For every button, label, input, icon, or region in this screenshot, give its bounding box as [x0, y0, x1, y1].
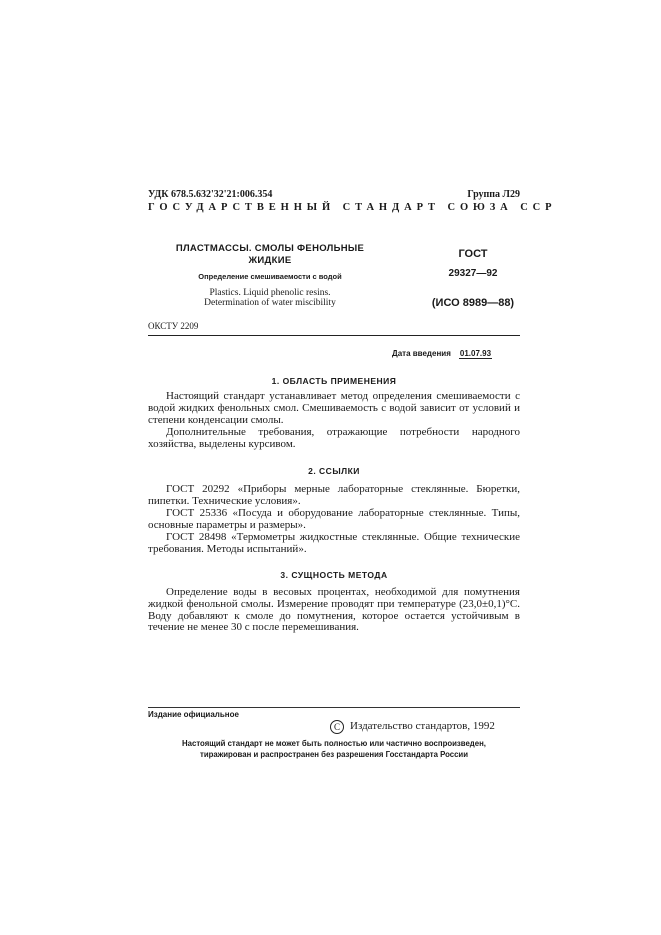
- copyright-line: [330, 720, 495, 734]
- title-ru-subtitle: Определение смешиваемости с водой: [198, 272, 342, 281]
- copyright-icon: C: [330, 720, 344, 734]
- section-title-references: 2. ССЫЛКИ: [308, 466, 360, 476]
- title-en-line2: Determination of water miscibility: [204, 298, 336, 308]
- section-method-para-1: Определение воды в весовых процентах, необходимой для помутнения жидкой фенольной смолы. Измерение проводят при температуре (23,0±0,1)°С. Воду добавляют к смоле до помутнения, которое остается устойчивым в течение не менее 30 с после перемешивания.: [148, 586, 520, 634]
- okstu-code: ОКСТУ 2209: [148, 321, 199, 331]
- section-title-scope: 1. ОБЛАСТЬ ПРИМЕНЕНИЯ: [271, 376, 397, 386]
- gost-number: 29327—92: [448, 268, 498, 279]
- notice-line-1: Настоящий стандарт не может быть полностью или частично воспроизведен,: [182, 739, 486, 748]
- title-ru-line1: ПЛАСТМАССЫ. СМОЛЫ ФЕНОЛЬНЫЕ: [175, 243, 365, 254]
- section-scope-para-2: Дополнительные требования, отражающие потребности народного хозяйства, выделены курсивом.: [148, 426, 520, 450]
- footer-divider: [148, 707, 520, 708]
- notice-line-2: тиражирован и распространен без разрешения Госстандарта России: [200, 750, 468, 759]
- gost-label: ГОСТ: [458, 248, 488, 260]
- group-code: Группа Л29: [467, 189, 520, 200]
- header-divider: [148, 335, 520, 336]
- copyright-text: Издательство стандартов, 1992: [350, 720, 495, 732]
- iso-number: (ИСО 8989—88): [431, 297, 515, 309]
- date-label: Дата введения: [392, 349, 451, 358]
- reference-gost-20292: ГОСТ 20292 «Приборы мерные лабораторные стеклянные. Бюретки, пипетки. Технические условия».: [148, 483, 520, 507]
- gost-block: [418, 248, 528, 309]
- reference-gost-25336: ГОСТ 25336 «Посуда и оборудование лабораторные стеклянные. Типы, основные параметры и размеры».: [148, 507, 520, 531]
- reproduction-notice: [148, 738, 520, 760]
- date-value: 01.07.93: [459, 349, 492, 358]
- section-title-method: 3. СУЩНОСТЬ МЕТОДА: [280, 570, 388, 580]
- state-standard-heading: ГОСУДАРСТВЕННЫЙ СТАНДАРТ СОЮЗА ССР: [148, 202, 557, 213]
- title-block: [150, 243, 390, 308]
- official-edition-label: Издание официальное: [148, 710, 239, 719]
- udk-code: УДК 678.5.632'32'21:006.354: [148, 189, 273, 200]
- reference-gost-28498: ГОСТ 28498 «Термометры жидкостные стеклянные. Общие технические требования. Методы испытаний».: [148, 531, 520, 555]
- title-en-line1: Plastics. Liquid phenolic resins.: [209, 288, 331, 298]
- section-scope-para-1: Настоящий стандарт устанавливает метод определения смешиваемости с водой жидких фенольных смол. Смешиваемость с водой зависит от условий и степени конденсации смолы.: [148, 390, 520, 426]
- introduction-date: [392, 349, 492, 358]
- title-ru-line2: ЖИДКИЕ: [248, 255, 292, 266]
